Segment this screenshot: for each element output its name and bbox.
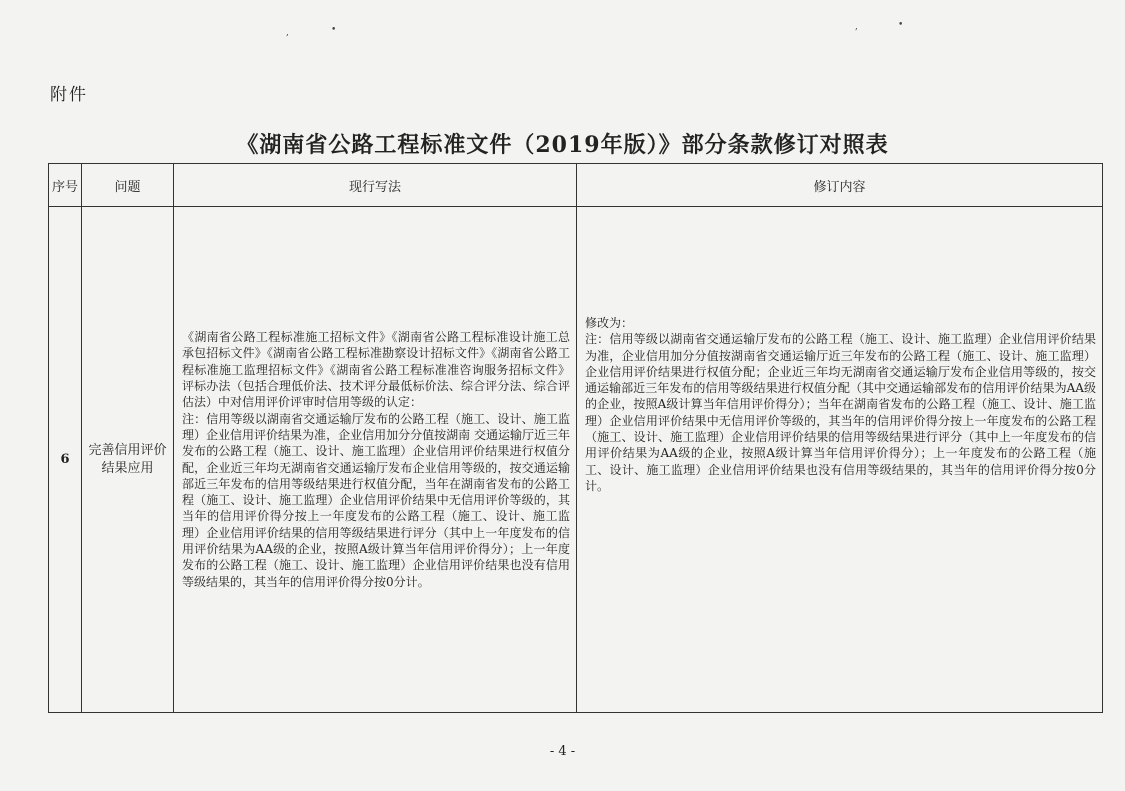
revision-table xyxy=(48,163,1103,713)
scan-mark: , xyxy=(286,28,289,38)
table-row xyxy=(49,207,1103,713)
scan-mark: • xyxy=(898,20,904,30)
header-no: 序号 xyxy=(49,164,82,207)
table-header-row xyxy=(49,164,1103,207)
scan-mark: , xyxy=(855,22,858,32)
header-revision: 修订内容 xyxy=(577,164,1103,207)
header-current: 现行写法 xyxy=(174,164,577,207)
row-revision-text: 修改为： 注：信用等级以湖南省交通运输厅发布的公路工程（施工、设计、施工监理）企业信用评价结果为准，企业信用加分分值按湖南省交通运输厅近三年发布的公路工程（施工、设计、施工监理）企业信用评价结果进行权值分配；企业近三年均无湖南省交通运输厅发布企业信用等级的，按交通运输部近三年发布的信用等级结果进行权值分配（其中交通运输部发布的信用评价结果为AA级的企业，按照A级计算当年信用评价得分）；当年在湖南省发布的公路工程（施工、设计、施工监理）企业信用评价结果中无信用评价等级的，其当年的信用评价得分按上一年度发布的公路工程（施工、设计、施工监理）企业信用评价结果的信用等级结果进行评分（其中上一年度发布的信用评价结果为AA级的企业，按照A级计算当年信用评价得分）；上一年度发布的公路工程（施工、设计、施工监理）企业信用评价结果也没有信用等级结果的，其当年的信用评价得分按0分计。 xyxy=(577,207,1103,713)
page-title: 《湖南省公路工程标准文件（2019年版）》部分条款修订对照表 xyxy=(236,132,889,158)
page-number: - 4 - xyxy=(549,744,576,759)
header-issue: 问题 xyxy=(82,164,174,207)
row-current-text: 《湖南省公路工程标准施工招标文件》《湖南省公路工程标准设计施工总承包招标文件》《湖南省公路工程标准勘察设计招标文件》《湖南省公路工程标准施工监理招标文件》《湖南省公路工程标准准咨询服务招标文件》评标办法（包括合理低价法、技术评分最低标价法、综合评分法、综合评估法）中对信用评价评审时信用等级的认定： 注：信用等级以湖南省交通运输厅发布的公路工程（施工、设计、施工监理）企业信用评价结果为准，企业信用加分分值按湖南 交通运输厅近三年发布的公路工程（施工、设计、施工监理）企业信用评价结果进行权值分配，企业近三年均无湖南省交通运输厅发布企业信用等级的，按交通运输部近三年发布的信用等级结果进行权值分配，当年在湖南省发布的公路工程（施工、设计、施工监理）企业信用评价结果中无信用评价等级的，其当年的信用评价得分按上一年度发布的公路工程（施工、设计、施工监理）企业信用评价结果的信用等级结果进行评分（其中上一年度发布的信用评价结果为AA级的企业，按照A级计算当年信用评价得分）；上一年度发布的公路工程（施工、设计、施工监理）企业信用评价结果也没有信用等级结果的，其当年的信用评价得分按0分计。 xyxy=(174,207,577,713)
scan-mark: • xyxy=(331,25,337,35)
attachment-label: 附件 xyxy=(50,85,88,105)
row-number: 6 xyxy=(49,207,82,713)
row-issue: 完善信用评价结果应用 xyxy=(82,207,174,713)
